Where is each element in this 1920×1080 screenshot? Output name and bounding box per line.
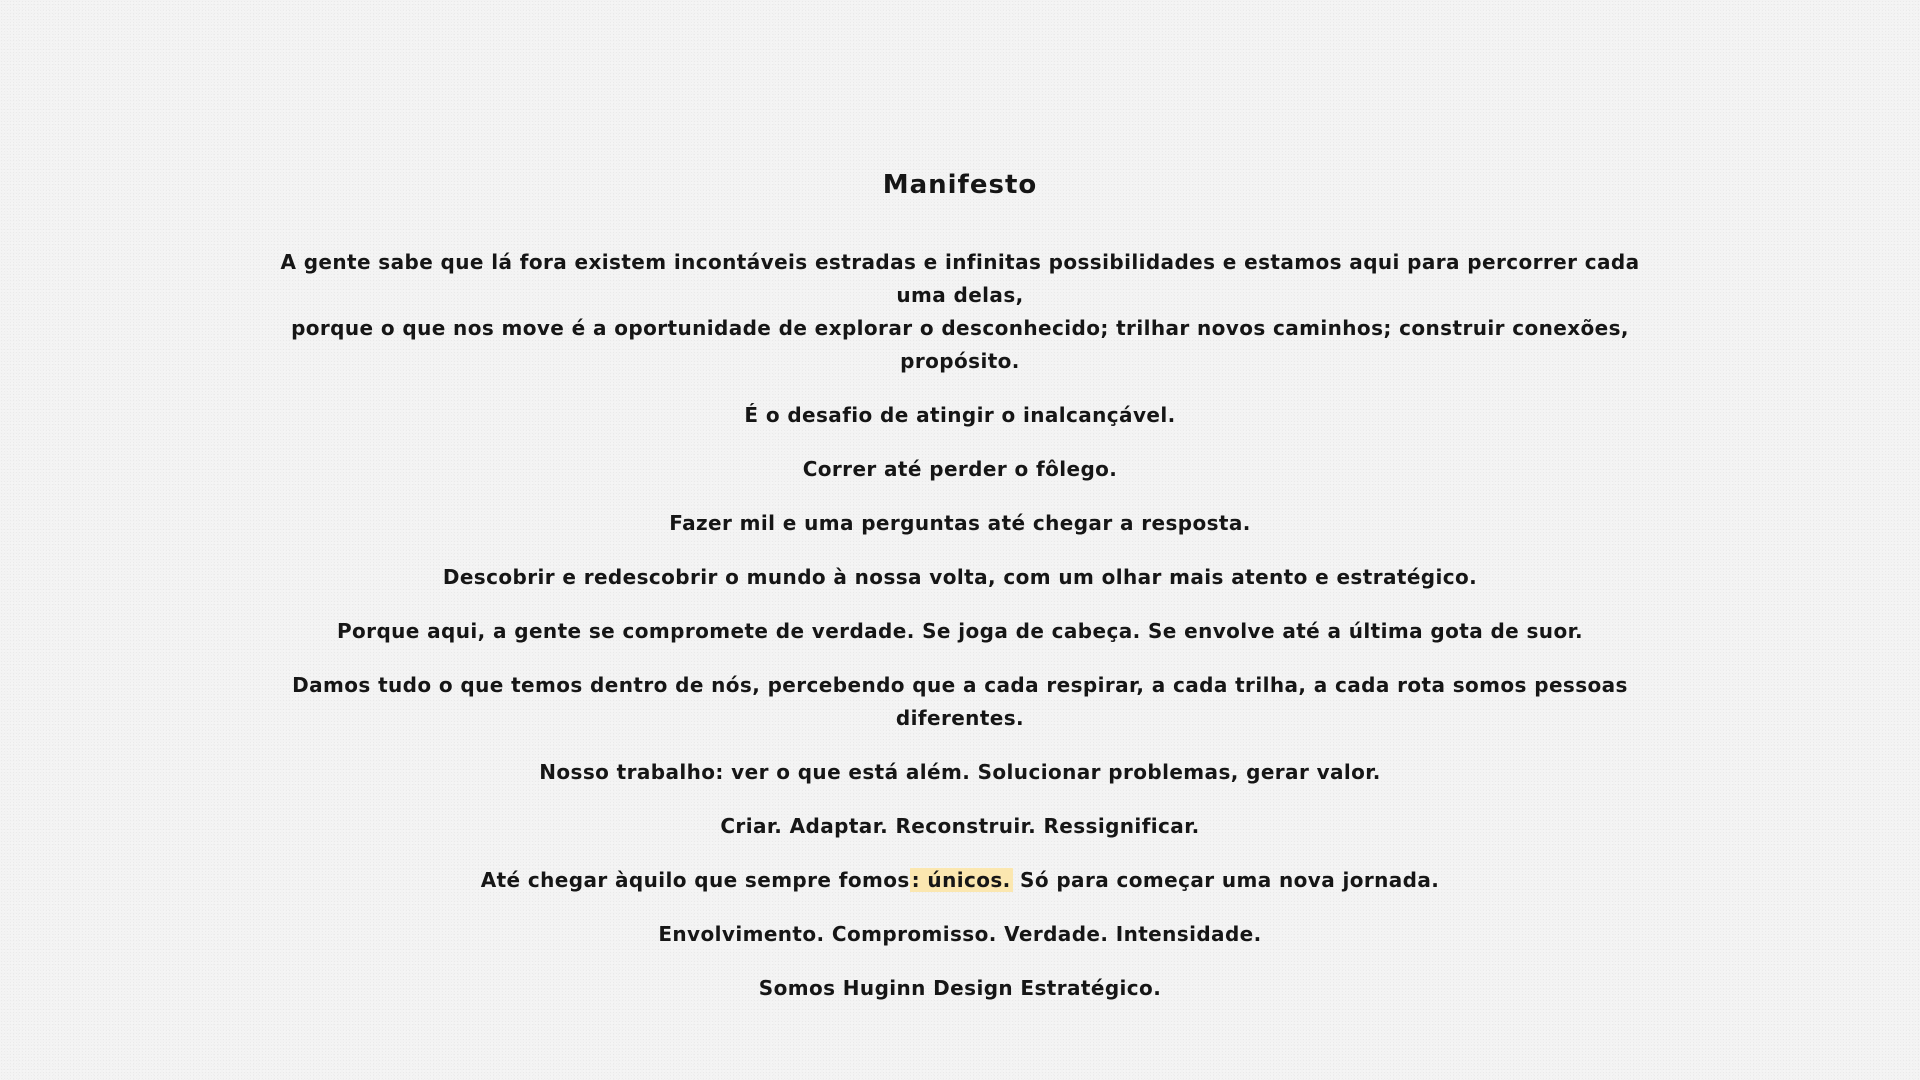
highlighted-unicos: : únicos. xyxy=(911,868,1011,892)
manifesto-body xyxy=(260,246,1660,1026)
paragraph-perguntas: Fazer mil e uma perguntas até chegar a resposta. xyxy=(669,511,1251,535)
paragraph-trabalho: Nosso trabalho: ver o que está além. Solucionar problemas, gerar valor. xyxy=(539,760,1381,784)
paragraph-damos-tudo: Damos tudo o que temos dentro de nós, percebendo que a cada respirar, a cada trilha, a cada rota somos pessoas diferentes. xyxy=(292,673,1628,730)
paragraph-intro xyxy=(260,246,1660,378)
paragraph-desafio: É o desafio de atingir o inalcançável. xyxy=(744,403,1176,427)
page-title: Manifesto xyxy=(882,170,1038,200)
paragraph-criar: Criar. Adaptar. Reconstruir. Ressignificar. xyxy=(720,814,1200,838)
paragraph-intro-line-2: porque o que nos move é a oportunidade de explorar o desconhecido; trilhar novos caminhos; construir conexões, propósito. xyxy=(291,316,1629,373)
paragraph-compromisso: Porque aqui, a gente se compromete de verdade. Se joga de cabeça. Se envolve até a última gota de suor. xyxy=(336,619,1583,643)
paragraph-assinatura: Somos Huginn Design Estratégico. xyxy=(758,976,1162,1000)
paragraph-unicos-after: Só para começar uma nova jornada. xyxy=(1012,868,1440,892)
paragraph-valores: Envolvimento. Compromisso. Verdade. Intensidade. xyxy=(658,922,1262,946)
paragraph-correr: Correr até perder o fôlego. xyxy=(802,457,1118,481)
paragraph-intro-line-1: A gente sabe que lá fora existem incontáveis estradas e infinitas possibilidades e estamos aqui para percorrer cada uma delas, xyxy=(280,250,1640,307)
paragraph-unicos-before: Até chegar àquilo que sempre fomos xyxy=(480,868,910,892)
paragraph-unicos xyxy=(260,864,1660,897)
paragraph-descobrir: Descobrir e redescobrir o mundo à nossa volta, com um olhar mais atento e estratégico. xyxy=(442,565,1478,589)
